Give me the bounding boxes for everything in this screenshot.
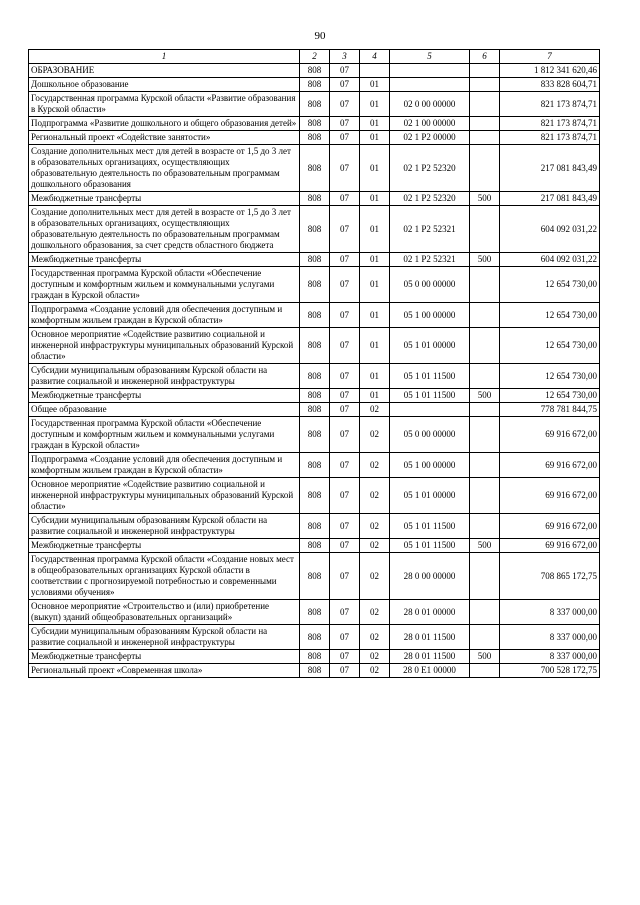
row-name: Государственная программа Курской области «Обеспечение доступным и комфортным жильем и коммунальными услугами граждан в Курской области»: [29, 267, 300, 303]
row-subsection-code: 02: [360, 453, 390, 478]
row-grbs-code: 808: [300, 453, 330, 478]
row-amount: 778 781 844,75: [500, 403, 600, 417]
row-amount: 821 173 874,71: [500, 131, 600, 145]
row-grbs-code: 808: [300, 417, 330, 453]
row-subsection-code: 02: [360, 664, 390, 678]
row-subsection-code: 02: [360, 478, 390, 514]
row-expense-type-code: [470, 206, 500, 253]
row-grbs-code: 808: [300, 267, 330, 303]
row-section-code: 07: [330, 478, 360, 514]
row-name: Создание дополнительных мест для детей в возрасте от 1,5 до 3 лет в образовательных организациях, осуществляющих образовательную деятельность по образовательным программам дошкольного образования: [29, 145, 300, 192]
row-target-article-code: 02 0 00 00000: [390, 92, 470, 117]
table-row: [29, 92, 600, 117]
row-amount: 821 173 874,71: [500, 117, 600, 131]
row-amount: 604 092 031,22: [500, 253, 600, 267]
row-name: Дошкольное образование: [29, 78, 300, 92]
row-target-article-code: 05 1 01 11500: [390, 389, 470, 403]
row-grbs-code: 808: [300, 539, 330, 553]
row-name: Государственная программа Курской области «Развитие образования в Курской области»: [29, 92, 300, 117]
row-subsection-code: 01: [360, 267, 390, 303]
row-expense-type-code: [470, 664, 500, 678]
row-amount: 708 865 172,75: [500, 553, 600, 600]
row-target-article-code: 05 1 01 11500: [390, 364, 470, 389]
row-amount: 8 337 000,00: [500, 625, 600, 650]
table-row: [29, 453, 600, 478]
row-target-article-code: [390, 78, 470, 92]
row-subsection-code: 01: [360, 328, 390, 364]
table-row: [29, 650, 600, 664]
row-name: Общее образование: [29, 403, 300, 417]
row-name: Подпрограмма «Развитие дошкольного и общего образования детей»: [29, 117, 300, 131]
table-row: [29, 417, 600, 453]
table-row: [29, 478, 600, 514]
row-amount: 12 654 730,00: [500, 267, 600, 303]
row-amount: 821 173 874,71: [500, 92, 600, 117]
table-row: [29, 64, 600, 78]
row-subsection-code: 02: [360, 403, 390, 417]
column-number: 1: [29, 50, 300, 64]
row-target-article-code: 02 1 P2 52320: [390, 145, 470, 192]
row-name: Межбюджетные трансферты: [29, 253, 300, 267]
table-row: [29, 253, 600, 267]
row-expense-type-code: [470, 364, 500, 389]
row-expense-type-code: [470, 478, 500, 514]
row-amount: 69 916 672,00: [500, 514, 600, 539]
row-section-code: 07: [330, 625, 360, 650]
row-amount: 217 081 843,49: [500, 192, 600, 206]
row-amount: 69 916 672,00: [500, 453, 600, 478]
row-subsection-code: 01: [360, 117, 390, 131]
row-name: ОБРАЗОВАНИЕ: [29, 64, 300, 78]
row-amount: 12 654 730,00: [500, 364, 600, 389]
row-grbs-code: 808: [300, 664, 330, 678]
row-grbs-code: 808: [300, 64, 330, 78]
row-section-code: 07: [330, 664, 360, 678]
row-name: Основное мероприятие «Строительство и (или) приобретение (выкуп) зданий общеобразовательных организаций»: [29, 600, 300, 625]
row-amount: 1 812 341 620,46: [500, 64, 600, 78]
row-section-code: 07: [330, 192, 360, 206]
table-row: [29, 364, 600, 389]
row-subsection-code: 01: [360, 92, 390, 117]
row-target-article-code: 05 0 00 00000: [390, 417, 470, 453]
row-subsection-code: 01: [360, 206, 390, 253]
row-name: Субсидии муниципальным образованиям Курской области на развитие социальной и инженерной инфраструктуры: [29, 364, 300, 389]
row-expense-type-code: [470, 600, 500, 625]
row-section-code: 07: [330, 267, 360, 303]
row-expense-type-code: [470, 417, 500, 453]
column-number: 5: [390, 50, 470, 64]
row-name: Межбюджетные трансферты: [29, 389, 300, 403]
row-section-code: 07: [330, 600, 360, 625]
table-row: [29, 192, 600, 206]
table-row: [29, 664, 600, 678]
row-expense-type-code: [470, 117, 500, 131]
row-target-article-code: 05 1 01 11500: [390, 539, 470, 553]
row-amount: 217 081 843,49: [500, 145, 600, 192]
row-expense-type-code: [470, 145, 500, 192]
row-name: Межбюджетные трансферты: [29, 650, 300, 664]
row-target-article-code: 02 1 P2 52321: [390, 206, 470, 253]
table-row: [29, 303, 600, 328]
column-number: 4: [360, 50, 390, 64]
table-row: [29, 553, 600, 600]
row-expense-type-code: 500: [470, 192, 500, 206]
row-section-code: 07: [330, 303, 360, 328]
row-subsection-code: 02: [360, 625, 390, 650]
row-grbs-code: 808: [300, 92, 330, 117]
column-number: 6: [470, 50, 500, 64]
table-row: [29, 625, 600, 650]
row-target-article-code: [390, 403, 470, 417]
row-target-article-code: 05 1 01 11500: [390, 514, 470, 539]
row-section-code: 07: [330, 145, 360, 192]
row-grbs-code: 808: [300, 328, 330, 364]
row-amount: 12 654 730,00: [500, 328, 600, 364]
row-name: Субсидии муниципальным образованиям Курской области на развитие социальной и инженерной инфраструктуры: [29, 514, 300, 539]
table-row: [29, 389, 600, 403]
row-grbs-code: 808: [300, 514, 330, 539]
row-section-code: 07: [330, 553, 360, 600]
row-expense-type-code: 500: [470, 253, 500, 267]
row-section-code: 07: [330, 364, 360, 389]
row-amount: 69 916 672,00: [500, 417, 600, 453]
row-section-code: 07: [330, 539, 360, 553]
row-expense-type-code: [470, 78, 500, 92]
table-row: [29, 145, 600, 192]
row-name: Подпрограмма «Создание условий для обеспечения доступным и комфортным жильем граждан в Курской области»: [29, 303, 300, 328]
table-row: [29, 403, 600, 417]
row-subsection-code: 02: [360, 514, 390, 539]
column-number: 2: [300, 50, 330, 64]
row-grbs-code: 808: [300, 117, 330, 131]
row-section-code: 07: [330, 64, 360, 78]
row-expense-type-code: [470, 131, 500, 145]
column-number: 7: [500, 50, 600, 64]
budget-table: [28, 49, 600, 678]
row-amount: 12 654 730,00: [500, 303, 600, 328]
row-section-code: 07: [330, 453, 360, 478]
row-grbs-code: 808: [300, 192, 330, 206]
row-expense-type-code: [470, 303, 500, 328]
row-subsection-code: [360, 64, 390, 78]
page-number: 90: [314, 30, 326, 42]
row-subsection-code: 01: [360, 145, 390, 192]
table-row: [29, 600, 600, 625]
row-name: Основное мероприятие «Содействие развитию социальной и инженерной инфраструктуры муниципальных образований Курской области»: [29, 328, 300, 364]
row-subsection-code: 02: [360, 539, 390, 553]
row-amount: 69 916 672,00: [500, 478, 600, 514]
row-subsection-code: 01: [360, 131, 390, 145]
row-grbs-code: 808: [300, 478, 330, 514]
row-grbs-code: 808: [300, 553, 330, 600]
row-subsection-code: 01: [360, 78, 390, 92]
row-expense-type-code: [470, 328, 500, 364]
row-subsection-code: 02: [360, 553, 390, 600]
row-target-article-code: 02 1 P2 52321: [390, 253, 470, 267]
row-amount: 604 092 031,22: [500, 206, 600, 253]
row-target-article-code: 02 1 P2 52320: [390, 192, 470, 206]
row-grbs-code: 808: [300, 131, 330, 145]
row-subsection-code: 01: [360, 253, 390, 267]
table-row: [29, 117, 600, 131]
row-target-article-code: 05 1 00 00000: [390, 303, 470, 328]
row-target-article-code: 28 0 01 11500: [390, 625, 470, 650]
table-row: [29, 206, 600, 253]
row-section-code: 07: [330, 514, 360, 539]
row-grbs-code: 808: [300, 625, 330, 650]
row-amount: 69 916 672,00: [500, 539, 600, 553]
row-subsection-code: 02: [360, 600, 390, 625]
row-grbs-code: 808: [300, 206, 330, 253]
row-target-article-code: 28 0 01 11500: [390, 650, 470, 664]
row-target-article-code: 28 0 01 00000: [390, 600, 470, 625]
row-grbs-code: 808: [300, 650, 330, 664]
row-section-code: 07: [330, 78, 360, 92]
table-row: [29, 328, 600, 364]
row-target-article-code: 05 1 00 00000: [390, 453, 470, 478]
row-grbs-code: 808: [300, 303, 330, 328]
row-section-code: 07: [330, 389, 360, 403]
row-subsection-code: 01: [360, 389, 390, 403]
row-grbs-code: 808: [300, 600, 330, 625]
row-grbs-code: 808: [300, 403, 330, 417]
row-amount: 833 828 604,71: [500, 78, 600, 92]
row-subsection-code: 02: [360, 650, 390, 664]
row-section-code: 07: [330, 131, 360, 145]
row-expense-type-code: [470, 553, 500, 600]
row-grbs-code: 808: [300, 145, 330, 192]
table-row: [29, 514, 600, 539]
row-section-code: 07: [330, 650, 360, 664]
row-target-article-code: 02 1 00 00000: [390, 117, 470, 131]
row-grbs-code: 808: [300, 78, 330, 92]
row-target-article-code: 05 1 01 00000: [390, 328, 470, 364]
row-expense-type-code: [470, 514, 500, 539]
row-name: Создание дополнительных мест для детей в возрасте от 1,5 до 3 лет в образовательных организациях, осуществляющих образовательную деятельность по образовательным программам дошкольного образования, за счет средств областного бюджета: [29, 206, 300, 253]
table-row: [29, 78, 600, 92]
row-expense-type-code: [470, 403, 500, 417]
row-name: Государственная программа Курской области «Создание новых мест в общеобразовательных организациях Курской области в соответствии с прогнозируемой потребностью и современными условиями обучения»: [29, 553, 300, 600]
row-subsection-code: 01: [360, 303, 390, 328]
row-expense-type-code: [470, 64, 500, 78]
row-amount: 12 654 730,00: [500, 389, 600, 403]
row-name: Межбюджетные трансферты: [29, 192, 300, 206]
row-amount: 700 528 172,75: [500, 664, 600, 678]
row-section-code: 07: [330, 253, 360, 267]
row-section-code: 07: [330, 403, 360, 417]
row-name: Субсидии муниципальным образованиям Курской области на развитие социальной и инженерной инфраструктуры: [29, 625, 300, 650]
row-expense-type-code: 500: [470, 650, 500, 664]
row-subsection-code: 01: [360, 364, 390, 389]
row-subsection-code: 02: [360, 417, 390, 453]
row-expense-type-code: 500: [470, 539, 500, 553]
row-section-code: 07: [330, 328, 360, 364]
row-target-article-code: 05 1 01 00000: [390, 478, 470, 514]
row-expense-type-code: [470, 92, 500, 117]
row-section-code: 07: [330, 92, 360, 117]
row-amount: 8 337 000,00: [500, 650, 600, 664]
row-grbs-code: 808: [300, 364, 330, 389]
row-section-code: 07: [330, 206, 360, 253]
table-row: [29, 131, 600, 145]
row-expense-type-code: 500: [470, 389, 500, 403]
row-name: Основное мероприятие «Содействие развитию социальной и инженерной инфраструктуры муниципальных образований Курской области»: [29, 478, 300, 514]
row-name: Региональный проект «Содействие занятости»: [29, 131, 300, 145]
table-row: [29, 539, 600, 553]
row-grbs-code: 808: [300, 253, 330, 267]
row-name: Региональный проект «Современная школа»: [29, 664, 300, 678]
column-number-row: [29, 50, 600, 64]
row-amount: 8 337 000,00: [500, 600, 600, 625]
row-grbs-code: 808: [300, 389, 330, 403]
row-expense-type-code: [470, 267, 500, 303]
row-section-code: 07: [330, 117, 360, 131]
row-name: Подпрограмма «Создание условий для обеспечения доступным и комфортным жильем граждан в Курской области»: [29, 453, 300, 478]
row-target-article-code: 02 1 P2 00000: [390, 131, 470, 145]
row-expense-type-code: [470, 625, 500, 650]
row-subsection-code: 01: [360, 192, 390, 206]
row-target-article-code: 05 0 00 00000: [390, 267, 470, 303]
row-section-code: 07: [330, 417, 360, 453]
row-target-article-code: 28 0 E1 00000: [390, 664, 470, 678]
row-name: Межбюджетные трансферты: [29, 539, 300, 553]
row-name: Государственная программа Курской области «Обеспечение доступным и комфортным жильем и коммунальными услугами граждан в Курской области»: [29, 417, 300, 453]
column-number: 3: [330, 50, 360, 64]
row-target-article-code: [390, 64, 470, 78]
row-target-article-code: 28 0 00 00000: [390, 553, 470, 600]
row-expense-type-code: [470, 453, 500, 478]
table-row: [29, 267, 600, 303]
